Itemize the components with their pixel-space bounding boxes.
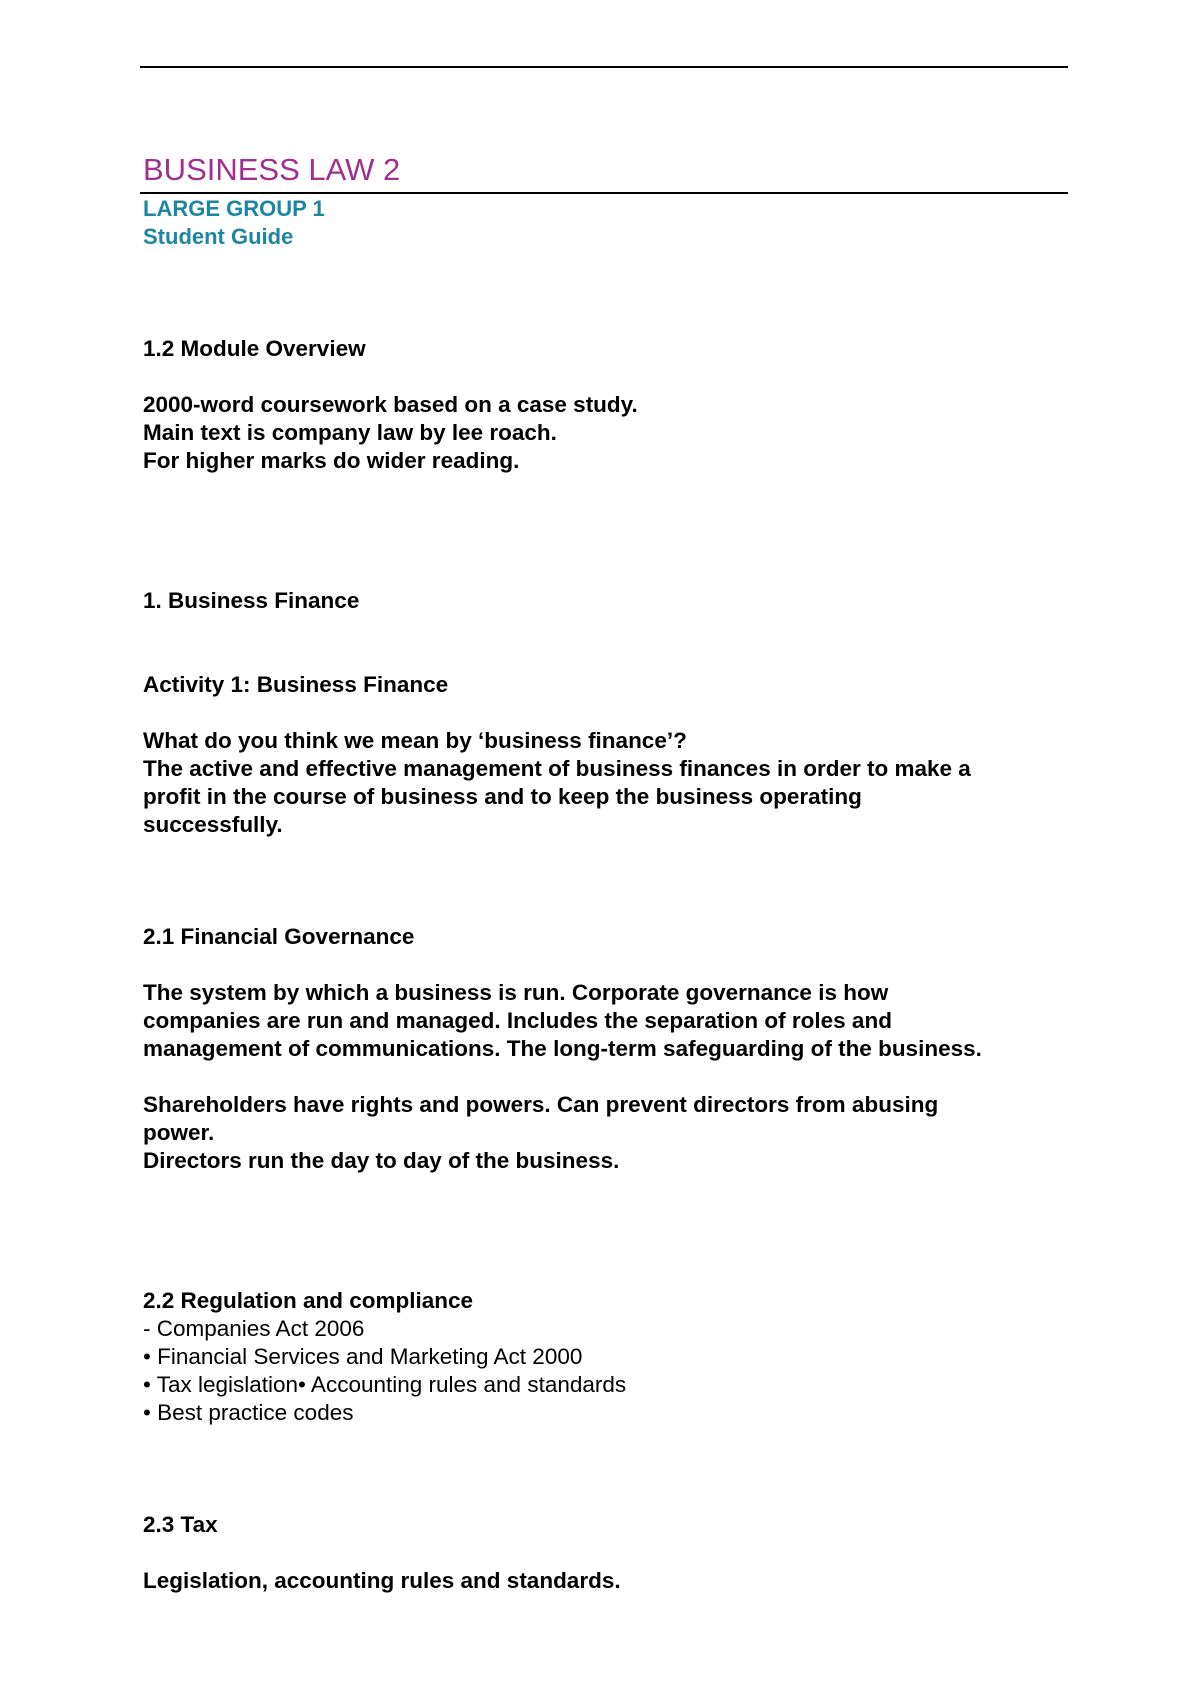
document-subtitle-guide: Student Guide <box>143 224 294 249</box>
header-rule <box>140 66 1068 68</box>
document-title: BUSINESS LAW 2 <box>143 152 401 187</box>
activity-answer-line: successfully. <box>143 812 283 837</box>
regulation-list-item: • Tax legislation• Accounting rules and standards <box>143 1372 627 1397</box>
section-heading-financial-governance: 2.1 Financial Governance <box>143 924 415 949</box>
section-heading-business-finance: 1. Business Finance <box>143 588 360 613</box>
regulation-list-item: • Financial Services and Marketing Act 2000 <box>143 1344 583 1369</box>
activity-answer-line: profit in the course of business and to keep the business operating <box>143 784 862 809</box>
regulation-list-item: • Best practice codes <box>143 1400 354 1425</box>
section-heading-module-overview: 1.2 Module Overview <box>143 336 366 361</box>
module-overview-line: Main text is company law by lee roach. <box>143 420 557 445</box>
title-underline <box>140 192 1068 194</box>
governance-paragraph-line: Shareholders have rights and powers. Can prevent directors from abusing <box>143 1092 939 1117</box>
governance-paragraph-line: management of communications. The long-term safeguarding of the business. <box>143 1036 982 1061</box>
governance-paragraph-line: power. <box>143 1120 215 1145</box>
document-subtitle-group: LARGE GROUP 1 <box>143 196 325 221</box>
activity-question: What do you think we mean by ‘business finance’? <box>143 728 687 753</box>
governance-paragraph-line: The system by which a business is run. Corporate governance is how <box>143 980 889 1005</box>
section-heading-regulation: 2.2 Regulation and compliance <box>143 1288 474 1313</box>
activity-heading: Activity 1: Business Finance <box>143 672 449 697</box>
activity-answer-line: The active and effective management of business finances in order to make a <box>143 756 971 781</box>
module-overview-line: For higher marks do wider reading. <box>143 448 520 473</box>
module-overview-line: 2000-word coursework based on a case study. <box>143 392 638 417</box>
tax-line: Legislation, accounting rules and standards. <box>143 1568 621 1593</box>
regulation-list-item: - Companies Act 2006 <box>143 1316 365 1341</box>
governance-paragraph-line: companies are run and managed. Includes the separation of roles and <box>143 1008 892 1033</box>
governance-paragraph-line: Directors run the day to day of the business. <box>143 1148 620 1173</box>
section-heading-tax: 2.3 Tax <box>143 1512 218 1537</box>
